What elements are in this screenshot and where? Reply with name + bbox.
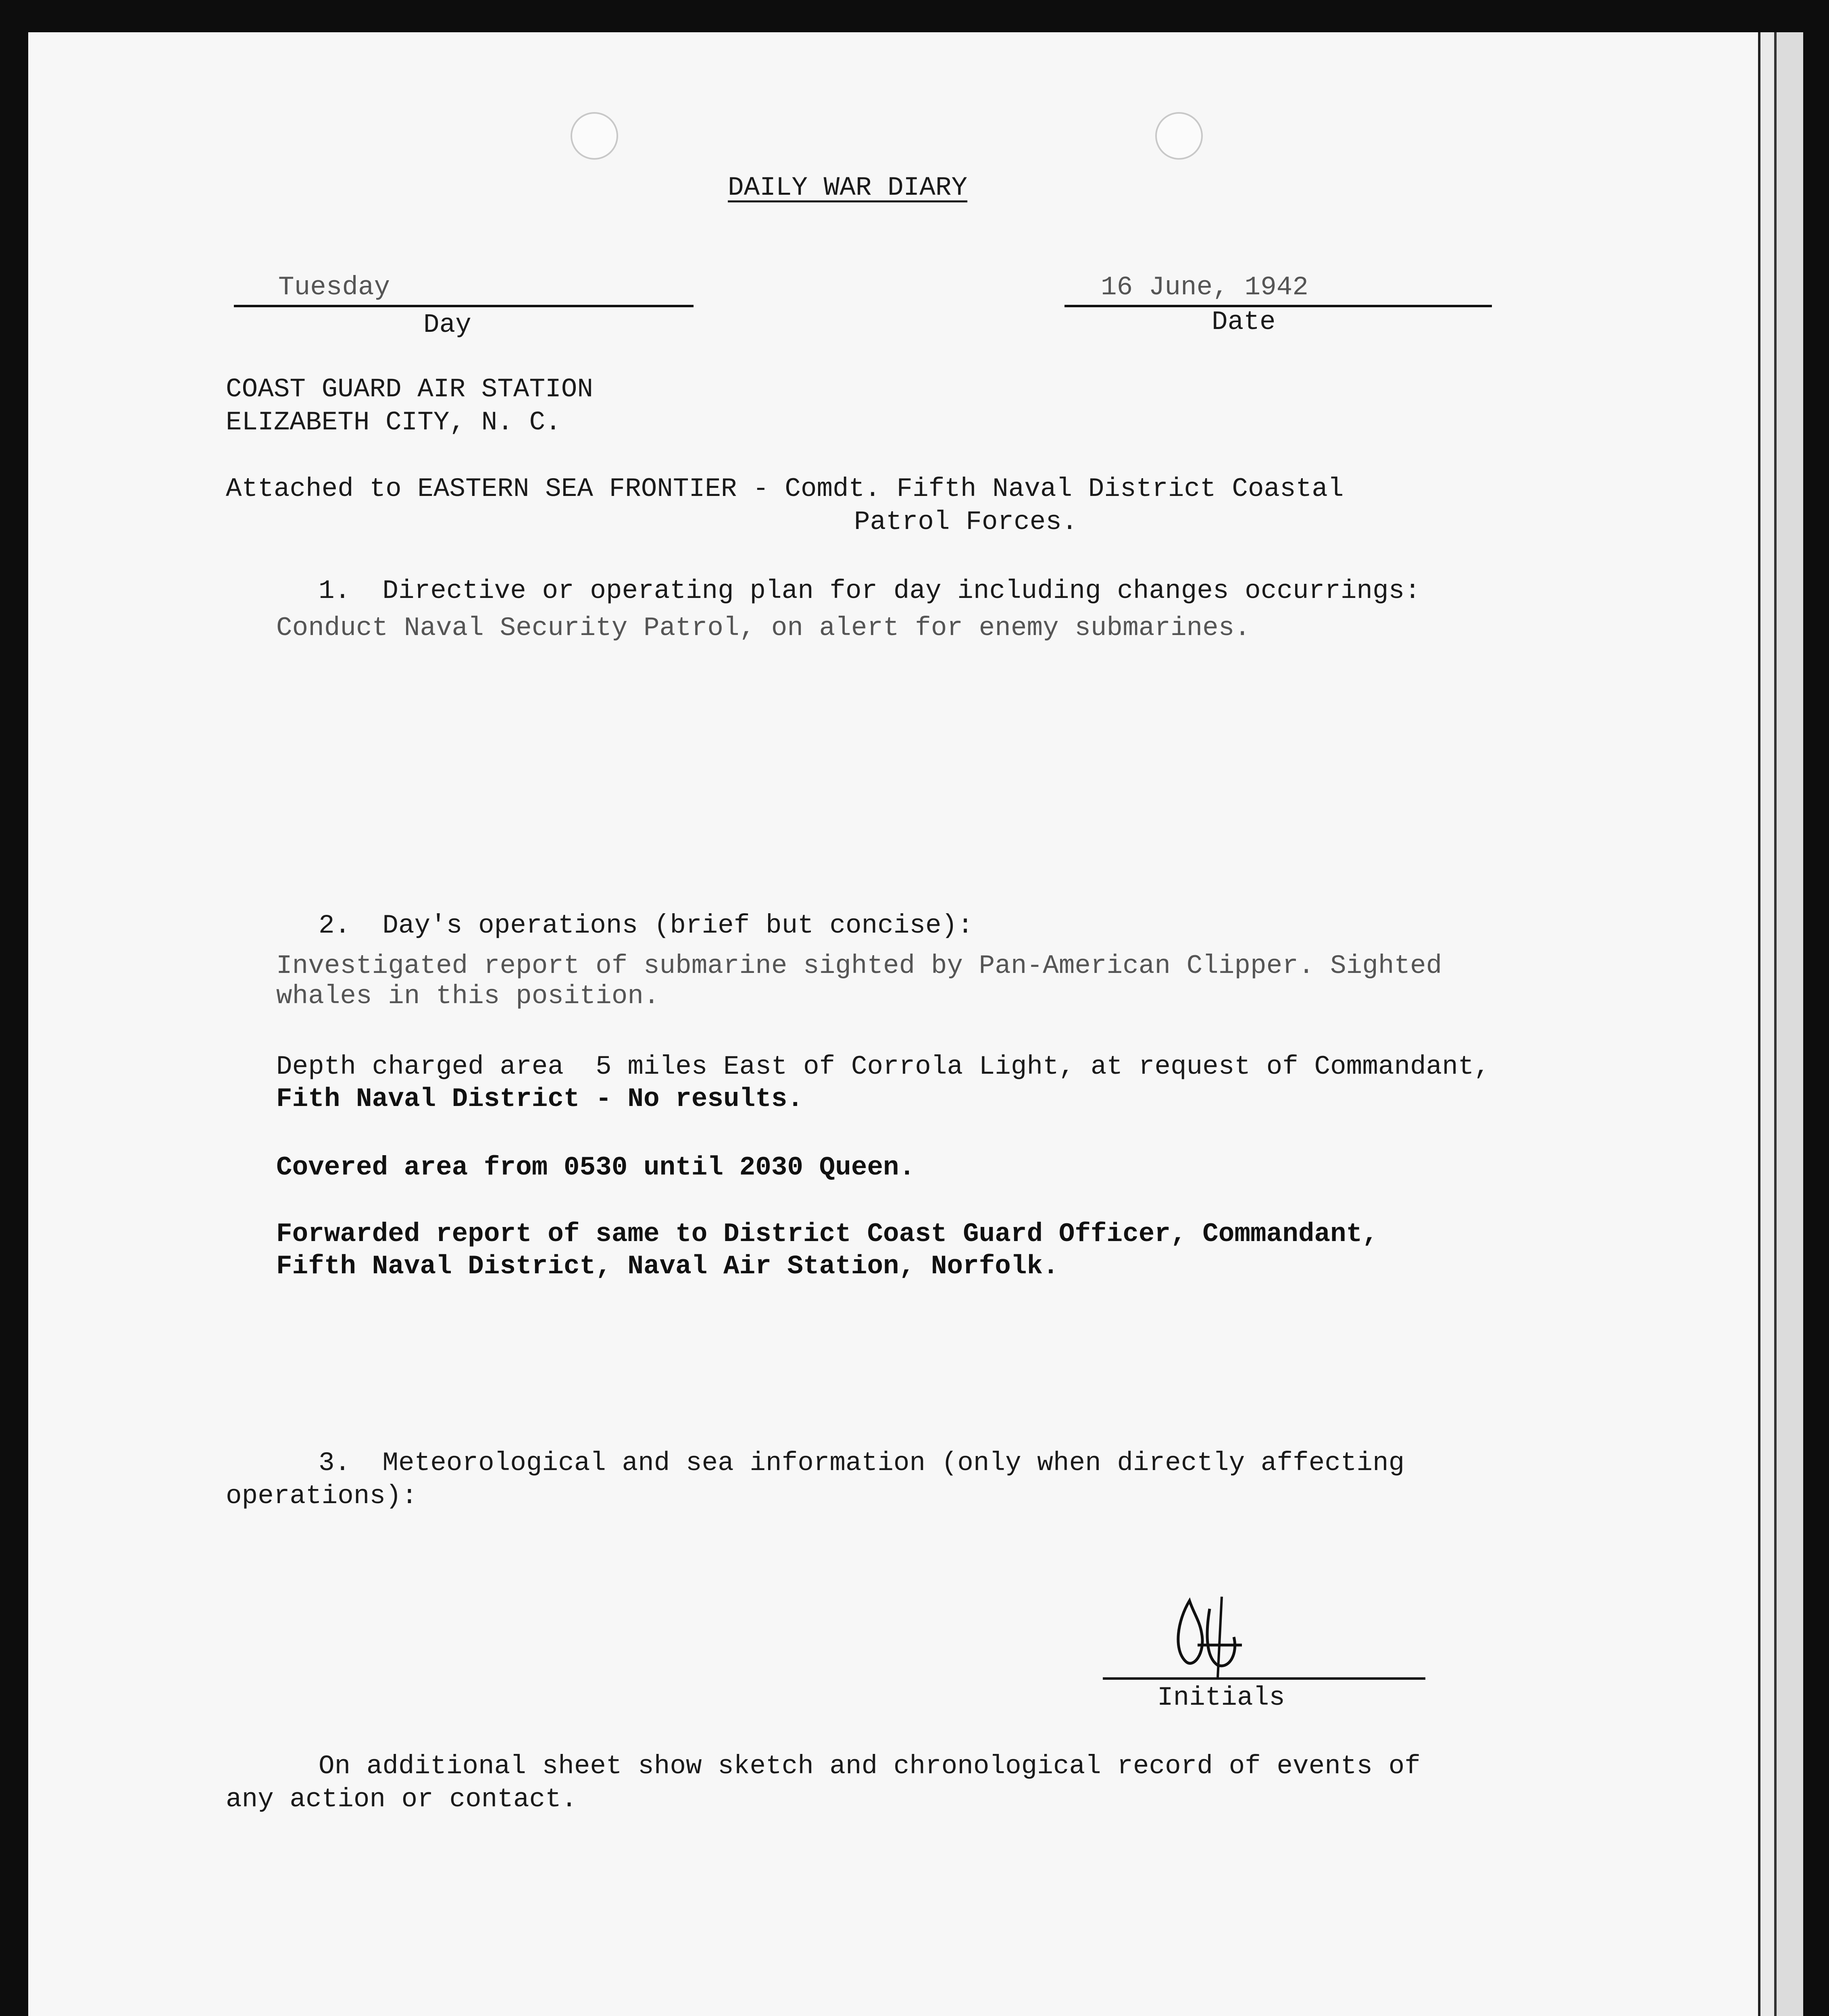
attached-line-1: Attached to EASTERN SEA FRONTIER - Comdt. Fifth Naval District Coastal [226, 474, 1344, 504]
date-label: Date [1212, 307, 1276, 337]
handwritten-initials [1161, 1585, 1258, 1689]
section-2-para-3: Covered area from 0530 until 2030 Queen. [276, 1152, 915, 1183]
day-value: Tuesday [278, 272, 390, 302]
day-underline [234, 305, 694, 307]
initials-underline [1103, 1677, 1425, 1680]
scan-border-top [0, 0, 1829, 32]
scan-border-right [1801, 0, 1829, 2016]
paper-sheet [28, 32, 1758, 2016]
station-line-2: ELIZABETH CITY, N. C. [226, 407, 561, 437]
section-3-line-1: 3. Meteorological and sea information (only when directly affecting [319, 1448, 1405, 1478]
punch-hole [571, 112, 618, 160]
date-underline [1064, 305, 1492, 307]
section-2-para-2-line-2: Fith Naval District - No results. [276, 1084, 804, 1114]
section-3-line-2: operations): [226, 1481, 418, 1511]
scan-border-left [0, 0, 28, 2016]
section-2-para-4-line-2: Fifth Naval District, Naval Air Station, Norfolk. [276, 1251, 1059, 1281]
section-2-heading: 2. Day's operations (brief but concise): [319, 910, 973, 941]
section-2-para-1-line-2: whales in this position. [276, 981, 660, 1011]
footer-line-1: On additional sheet show sketch and chronological record of events of [319, 1751, 1421, 1781]
document-title: DAILY WAR DIARY [728, 173, 968, 203]
section-1-heading: 1. Directive or operating plan for day including changes occurrings: [319, 576, 1421, 606]
attached-line-2: Patrol Forces. [854, 507, 1078, 537]
punch-hole [1155, 112, 1203, 160]
section-2-para-2-line-1: Depth charged area 5 miles East of Corrola Light, at request of Commandant, [276, 1052, 1490, 1082]
section-1-text: Conduct Naval Security Patrol, on alert for enemy submarines. [276, 613, 1250, 643]
station-line-1: COAST GUARD AIR STATION [226, 374, 593, 404]
stacked-sheet-edge [1774, 32, 1803, 2016]
section-2-para-1-line-1: Investigated report of submarine sighted by Pan-American Clipper. Sighted [276, 951, 1442, 981]
initials-label: Initials [1157, 1683, 1285, 1713]
day-label: Day [423, 310, 471, 340]
footer-line-2: any action or contact. [226, 1784, 577, 1814]
section-2-para-4-line-1: Forwarded report of same to District Coast Guard Officer, Commandant, [276, 1219, 1378, 1249]
date-value: 16 June, 1942 [1101, 272, 1308, 302]
